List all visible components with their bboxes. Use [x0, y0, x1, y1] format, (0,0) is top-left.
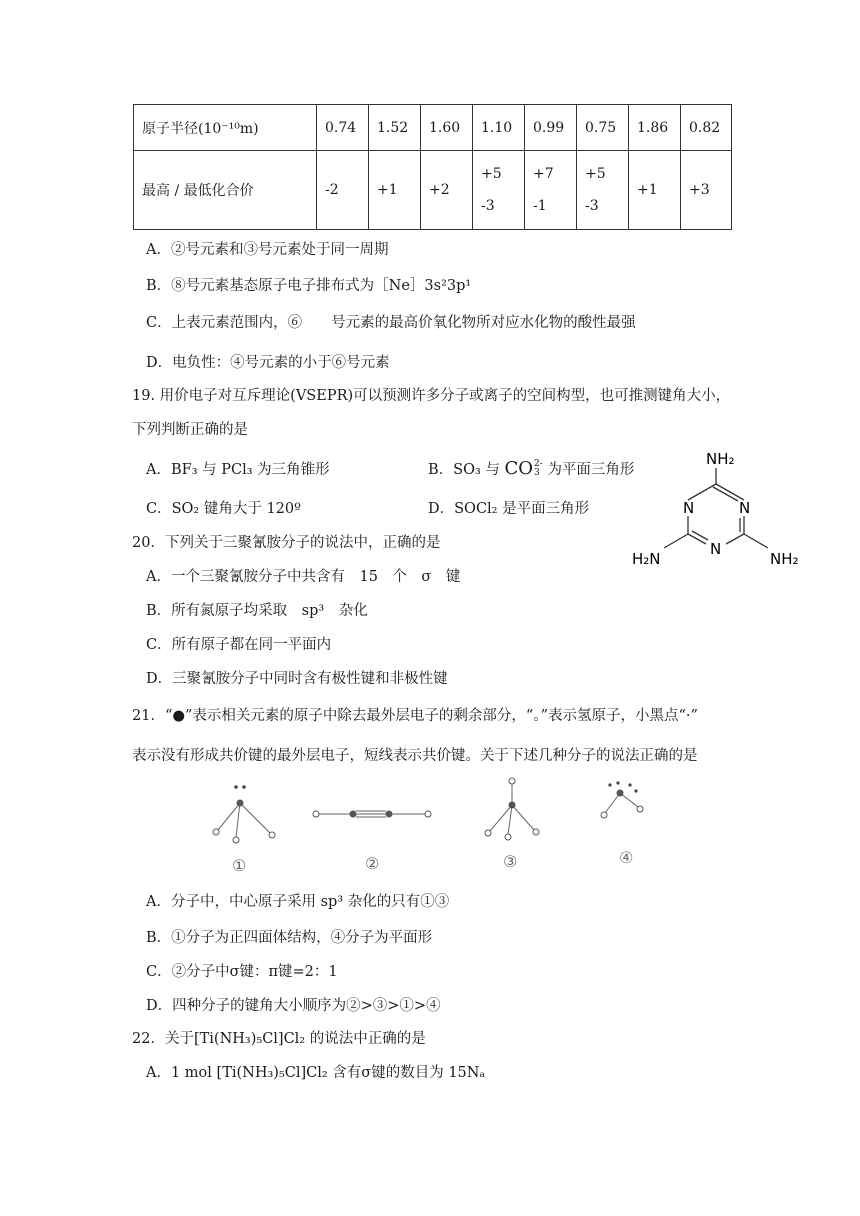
carbonate-subscript: 3 — [534, 468, 540, 478]
molecule-label: ④ — [619, 848, 634, 867]
q19-option-a: A．BF₃ 与 PCl₃ 为三角锥形 — [146, 462, 330, 478]
q22-option-a: A．1 mol [Ti(NH₃)₅Cl]Cl₂ 含有σ键的数目为 15Nₐ — [146, 1065, 486, 1081]
table-cell: -2 — [317, 151, 369, 230]
table-cell: 0.75 — [577, 105, 629, 151]
q19-option-d: D．SOCl₂ 是平面三角形 — [428, 501, 590, 517]
table-cell — [577, 151, 629, 230]
table-cell — [525, 151, 577, 230]
molecule-label: ③ — [503, 852, 518, 871]
molecule-3 — [485, 778, 539, 871]
table-cell: 0.99 — [525, 105, 577, 151]
ring-nitrogen: N — [710, 540, 722, 558]
q19-stem-line1: 19. 用价电子对互斥理论(VSEPR)可以预测许多分子或离子的空间构型，也可推测键角大小， — [132, 388, 731, 404]
carbonate-charge: 2- — [534, 459, 543, 469]
valence-high: +5 — [585, 166, 606, 182]
table-cell: 1.86 — [629, 105, 681, 151]
q21-stem-line1: 21．“●”表示相关元素的原子中除去最外层电子的剩余部分，“。”表示氢原子，小黑点“·” — [132, 708, 698, 724]
table-cell: 1.52 — [369, 105, 421, 151]
table-row-radius — [134, 105, 732, 151]
q20-stem: 20．下列关于三聚氰胺分子的说法中，正确的是 — [132, 535, 441, 551]
valence-low: -3 — [481, 198, 495, 214]
table-cell: 1.10 — [473, 105, 525, 151]
q21-option-d: D．四种分子的键角大小顺序为②>③>①>④ — [146, 998, 441, 1014]
valence-low: -1 — [533, 198, 547, 214]
amino-group-right: NH₂ — [770, 550, 799, 568]
q20-option-a: A．一个三聚氰胺分子中共含有 15 个 σ 键 — [146, 569, 461, 585]
q20-option-d: D．三聚氰胺分子中同时含有极性键和非极性键 — [146, 671, 448, 687]
carbonate-formula: CO — [504, 458, 534, 479]
table-cell: 0.74 — [317, 105, 369, 151]
table-cell-label: 最高 / 最低化合价 — [134, 151, 317, 230]
table-cell: +3 — [681, 151, 732, 230]
molecule-diagrams — [200, 775, 660, 875]
melamine-structure-diagram — [620, 440, 820, 580]
amino-group-top: NH₂ — [706, 450, 735, 468]
ring-nitrogen: N — [739, 499, 751, 517]
table-row-valence — [134, 151, 732, 230]
table-cell: +1 — [369, 151, 421, 230]
valence-low: -3 — [585, 198, 599, 214]
carbonate-ion — [505, 458, 543, 479]
q19-option-b-suffix: 为平面三角形 — [547, 462, 635, 478]
molecule-2 — [313, 811, 431, 874]
q18-option-d: D．电负性：④号元素的小于⑥号元素 — [146, 355, 390, 371]
q18-option-c: C．上表元素范围内，⑥ 号元素的最高价氧化物所对应水化物的酸性最强 — [146, 315, 636, 331]
table-cell: 1.60 — [421, 105, 473, 151]
valence-high: +7 — [533, 166, 554, 182]
element-properties-table — [133, 104, 732, 230]
q19-option-c: C．SO₂ 键角大于 120º — [146, 501, 301, 517]
molecule-1 — [213, 785, 275, 875]
q21-option-b: B．①分子为正四面体结构，④分子为平面形 — [146, 930, 433, 946]
q19-option-b-prefix: B．SO₃ 与 — [428, 462, 500, 478]
q18-option-a: A．②号元素和③号元素处于同一周期 — [146, 242, 389, 258]
q18-option-b: B．⑧号元素基态原子电子排布式为［Ne］3s²3p¹ — [146, 278, 472, 294]
q20-option-b: B．所有氮原子均采取 sp³ 杂化 — [146, 603, 368, 619]
table-cell — [473, 151, 525, 230]
q20-option-c: C．所有原子都在同一平面内 — [146, 637, 332, 653]
q19-option-b — [428, 458, 634, 479]
ring-nitrogen: N — [683, 499, 695, 517]
amino-group-left: H₂N — [632, 550, 661, 568]
table-cell: +2 — [421, 151, 473, 230]
q21-stem-line2: 表示没有形成共价键的最外层电子，短线表示共价键。关于下述几种分子的说法正确的是 — [132, 748, 698, 764]
molecule-4 — [601, 781, 643, 867]
molecule-label: ② — [365, 854, 380, 873]
q19-stem-line2: 下列判断正确的是 — [132, 422, 248, 438]
table-cell: +1 — [629, 151, 681, 230]
molecule-label: ① — [232, 856, 247, 875]
valence-high: +5 — [481, 166, 502, 182]
q21-option-a: A．分子中，中心原子采用 sp³ 杂化的只有①③ — [146, 894, 450, 910]
q21-option-c: C．②分子中σ键：π键=2：1 — [146, 964, 338, 980]
table-cell: 0.82 — [681, 105, 732, 151]
table-cell-label: 原子半径(10⁻¹⁰m) — [134, 105, 317, 151]
q22-stem: 22．关于[Ti(NH₃)₅Cl]Cl₂ 的说法中正确的是 — [132, 1031, 426, 1047]
